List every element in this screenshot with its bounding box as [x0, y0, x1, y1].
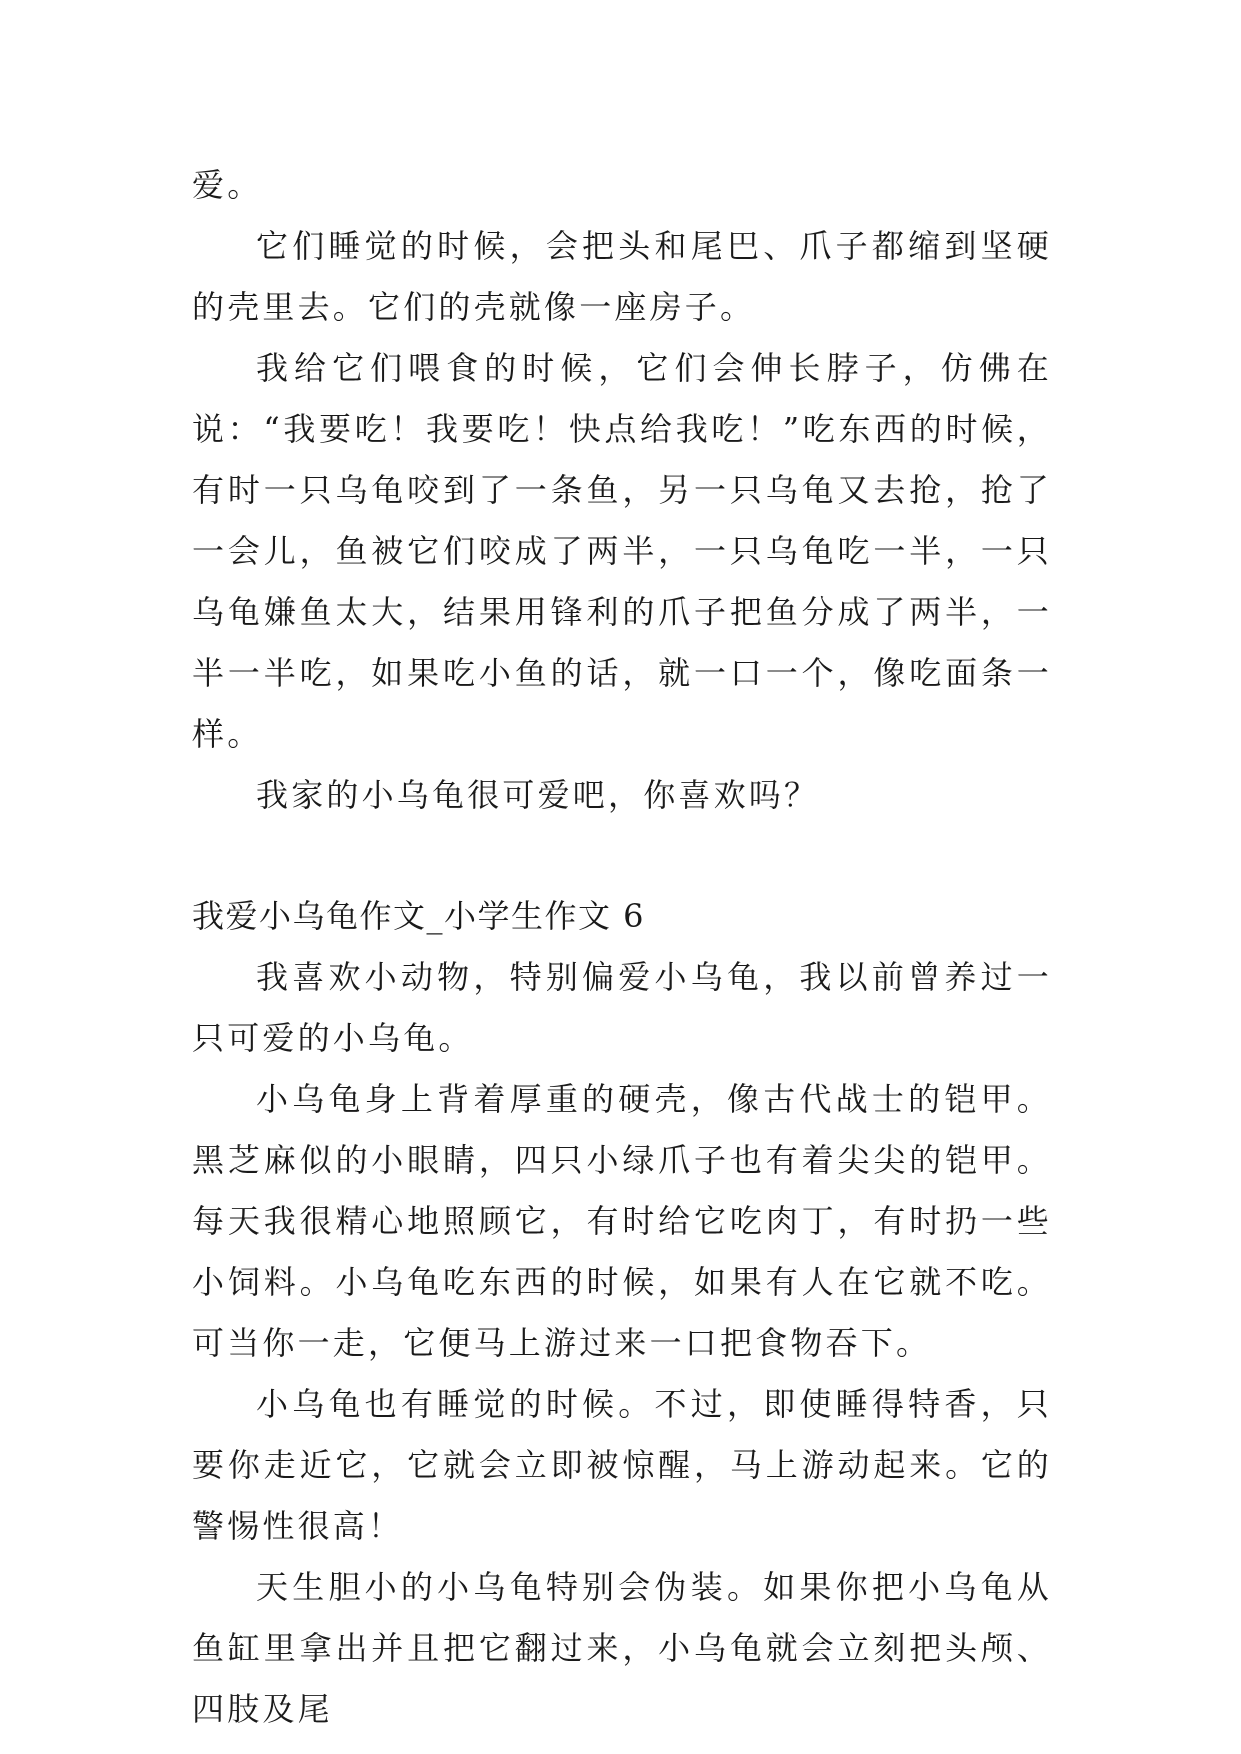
paragraph: 天生胆小的小乌龟特别会伪装。如果你把小乌龟从鱼缸里拿出并且把它翻过来，小乌龟就会立刻把头颅、四肢及尾: [192, 1568, 1052, 1728]
paragraph: 我喜欢小动物，特别偏爱小乌龟，我以前曾养过一只可爱的小乌龟。: [192, 958, 1052, 1057]
paragraph-continuation: 爱。: [192, 166, 263, 204]
paragraph: 小乌龟身上背着厚重的硬壳，像古代战士的铠甲。黑芝麻似的小眼睛，四只小绿爪子也有着尖尖的铠甲。每天我很精心地照顾它，有时给它吃肉丁，有时扔一些小饲料。小乌龟吃东西的时候，如果有人在它就不吃。可当你一走，它便马上游过来一口把食物吞下。: [192, 1080, 1052, 1362]
paragraph: 我给它们喂食的时候，它们会伸长脖子，仿佛在说：“我要吃！我要吃！快点给我吃！”吃东西的时候，有时一只乌龟咬到了一条鱼，另一只乌龟又去抢，抢了一会儿，鱼被它们咬成了两半，一只乌龟吃一半，一只乌龟嫌鱼太大，结果用锋利的爪子把鱼分成了两半，一半一半吃，如果吃小鱼的话，就一口一个，像吃面条一样。: [192, 349, 1052, 753]
paragraph: 它们睡觉的时候，会把头和尾巴、爪子都缩到坚硬的壳里去。它们的壳就像一座房子。: [192, 227, 1052, 326]
paragraph: 我家的小乌龟很可爱吧，你喜欢吗？: [256, 776, 820, 814]
paragraph: 小乌龟也有睡觉的时候。不过，即使睡得特香，只要你走近它，它就会立即被惊醒，马上游动起来。它的警惕性很高！: [192, 1385, 1052, 1545]
section-spacer: [192, 826, 1052, 886]
document-body: [192, 155, 1052, 1740]
section-title: 我爱小乌龟作文_小学生作文 6: [192, 897, 646, 935]
